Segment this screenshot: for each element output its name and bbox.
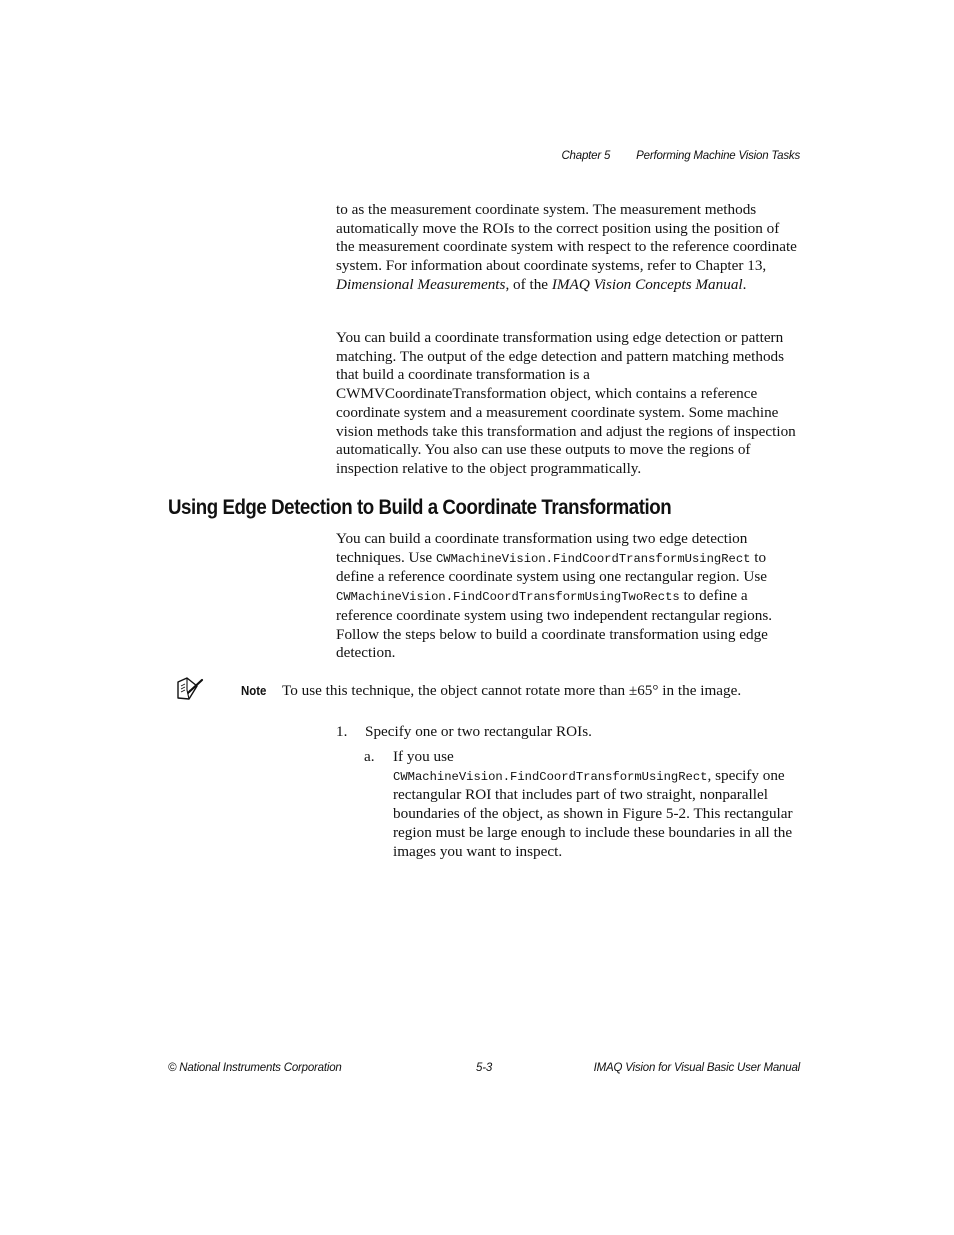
header-title: Performing Machine Vision Tasks xyxy=(636,150,800,162)
code-find-coord-rect: CWMachineVision.FindCoordTransformUsingRect xyxy=(435,551,751,566)
section-heading: Using Edge Detection to Build a Coordinate Transformation xyxy=(168,496,672,519)
substep-label: a. xyxy=(364,748,375,765)
paragraph-coordinate-system: to as the measurement coordinate system. The measurement methods automatically move the ROIs to the correct position using the position of the measurement coordinate system with respect to the reference coordinate system. For information about coordinate systems, refer to Chapter 13, Dimensional Measurements, of the IMAQ Vision Concepts Manual. xyxy=(336,201,797,293)
ref-concepts-manual: IMAQ Vision Concepts Manual xyxy=(551,275,743,293)
paragraph-build-transformation: You can build a coordinate transformation using edge detection or pattern matching. The output of the edge detection and pattern matching methods that build a coordinate transformation is a CWMVCoordinateTransformation object, which contains a reference coordinate system and a measurement coordinate system. Some machine vision methods take this transformation and adjust the regions of inspection automatically. You also can use these outputs to move the regions of inspection relative to the object programmatically. xyxy=(336,329,796,477)
code-find-coord-two-rects: CWMachineVision.FindCoordTransformUsingTwoRects xyxy=(336,590,680,605)
footer-page-number: 5-3 xyxy=(476,1062,493,1074)
header-chapter: Chapter 5 xyxy=(561,150,611,162)
step-number: 1. xyxy=(336,723,348,740)
footer-copyright: © National Instruments Corporation xyxy=(168,1062,342,1074)
paragraph-edge-detection: You can build a coordinate transformation using two edge detection techniques. Use CWMachineVision.FindCoordTransformUsingRect to define a reference coordinate system using one rectangular region. Use CWMachineVision.FindCoordTransformUsingTwoRects to define a reference coordinate system using two independent rectangular regions. Follow the steps below to build a coordinate transformation using edge detection. xyxy=(336,530,773,662)
code-find-coord-rect-step: CWMachineVision.FindCoordTransformUsingRect xyxy=(393,769,708,784)
ref-dimensional-measurements: Dimensional Measurements xyxy=(336,275,506,293)
note-text: To use this technique, the object cannot rotate more than ±65° in the image. xyxy=(282,682,742,699)
note-label: Note xyxy=(241,683,267,698)
step-text: Specify one or two rectangular ROIs. xyxy=(365,723,592,740)
running-header xyxy=(561,150,800,162)
list-item-step-1a: a. If you use CWMachineVision.FindCoordTransformUsingRect, specify one rectangular ROI that includes part of two straight, nonparallel boundaries of the object, as shown in Figure 5-2. This rectangular region must be large enough to include these boundaries in all the images you want to inspect. xyxy=(364,748,793,860)
list-item-step-1 xyxy=(336,723,592,742)
note-pencil-icon xyxy=(175,676,205,702)
footer-manual-title: IMAQ Vision for Visual Basic User Manual xyxy=(593,1062,800,1074)
